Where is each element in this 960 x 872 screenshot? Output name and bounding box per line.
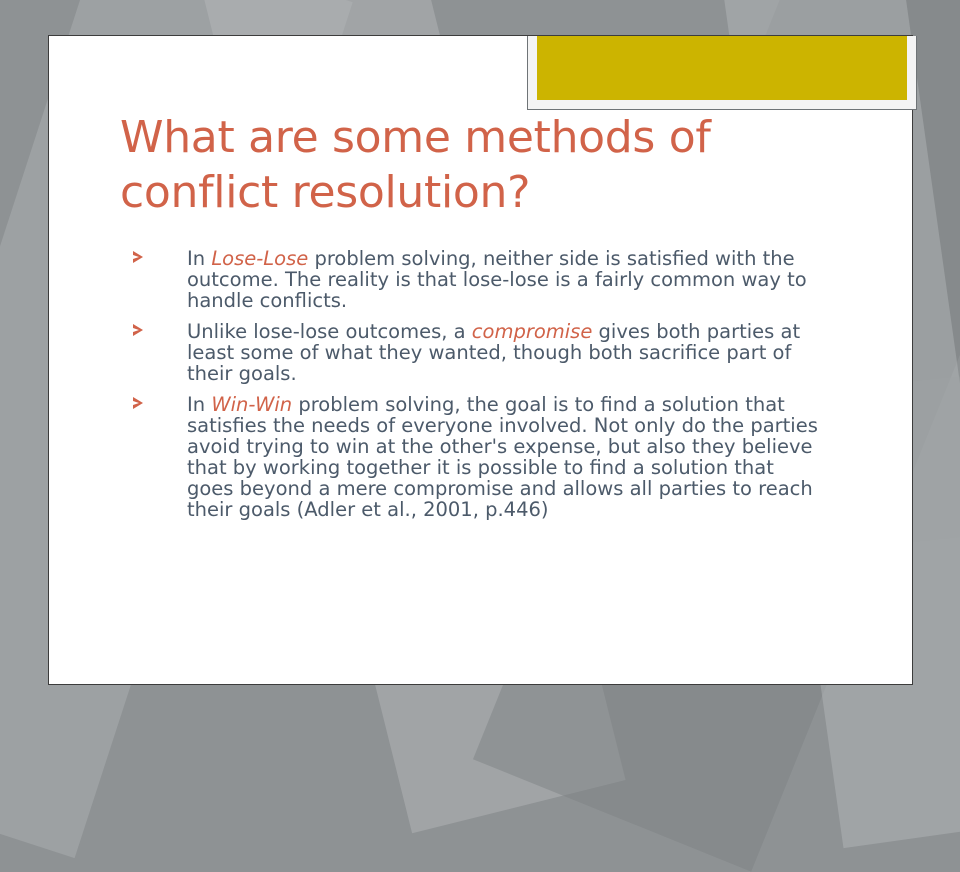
bullet-emphasis-term: Win-Win (211, 393, 293, 416)
bullet-text-lead: In (187, 393, 212, 416)
bullet-text-body: gives both parties at least some of what they wanted, though both sacrifice part of their goals. (187, 320, 801, 385)
bullet-text-body: problem solving, the goal is to find a solution that satisfies the needs of everyone involved. Not only do the parties avoid trying to win at the other's expense, but also they believe that by working together it is possible to find a solution that goes beyond a mere compromise and allows all parties to reach their goals (Adler et al., 2001, p.446) (187, 393, 818, 521)
bullet-emphasis-term: compromise (471, 320, 593, 343)
bullet-item-lose-lose (130, 248, 820, 311)
slide-title: What are some methods of conflict resolution? (120, 112, 711, 219)
bullet-emphasis-term: Lose-Lose (211, 247, 309, 270)
bullet-list (130, 248, 820, 530)
bullet-text-lead: Unlike lose-lose outcomes, a (187, 320, 472, 343)
bullet-text-lead: In (187, 247, 212, 270)
bold-bullet-marker-icon (130, 249, 146, 265)
decorative-header-tab-fill (537, 36, 907, 100)
bullet-text-body: problem solving, neither side is satisfied with the outcome. The reality is that lose-lose is a fairly common way to handle conflicts. (187, 247, 807, 312)
bullet-item-win-win (130, 394, 820, 520)
bold-bullet-marker-icon (130, 395, 146, 411)
decorative-header-tab (527, 36, 917, 110)
bold-bullet-marker-icon (130, 322, 146, 338)
bullet-item-compromise (130, 321, 820, 384)
